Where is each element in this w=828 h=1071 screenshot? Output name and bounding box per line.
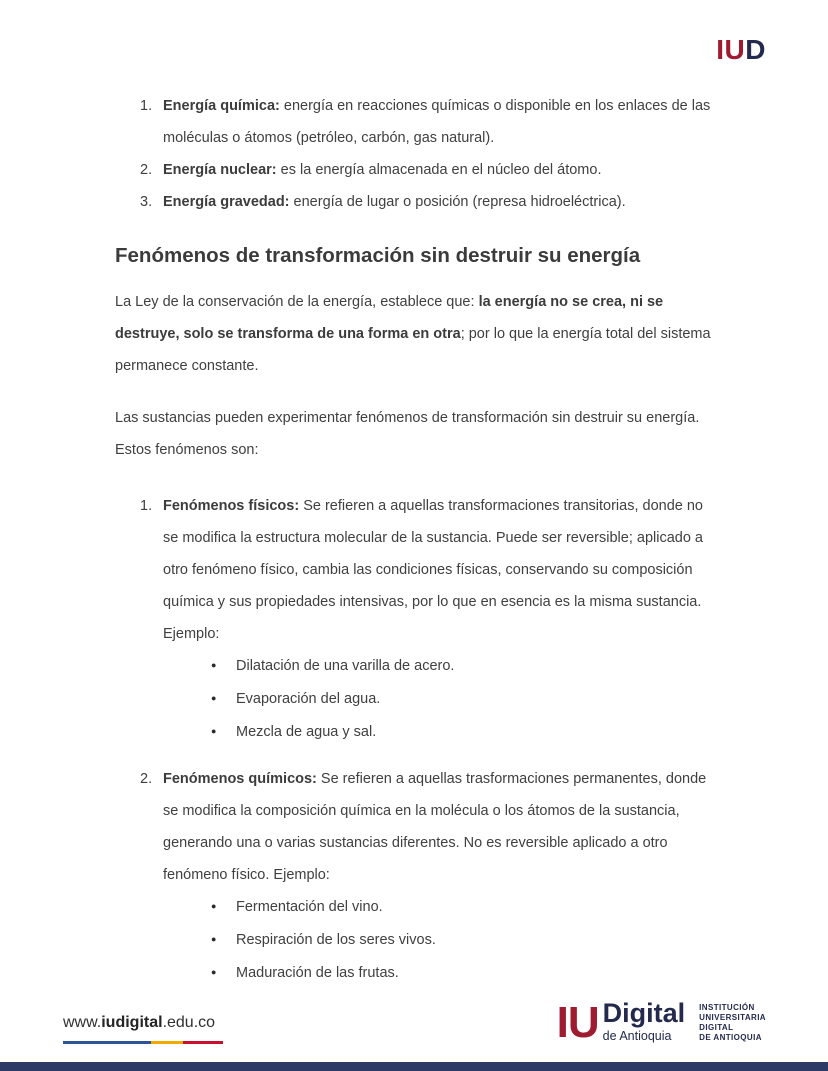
bullet-text: Maduración de las frutas. (236, 965, 399, 981)
bullet-item (163, 957, 715, 990)
list-item-text (163, 154, 715, 186)
list-item-lead: Energía química: (163, 98, 280, 114)
list-item-text (163, 490, 715, 749)
bullet-item (163, 683, 715, 716)
bullet-item (163, 716, 715, 749)
list-item (115, 490, 715, 749)
list-number: 1. (140, 98, 153, 114)
bullet-item (163, 650, 715, 683)
footer-bottom-bar (0, 1062, 828, 1071)
footer-logo-subtitle: de Antioquia (602, 1029, 672, 1043)
list-item-body: Se refieren a aquellas transformaciones transitorias, donde no se modifica la estructura molecular de la sustancia. Puede ser reversible; aplicado a otro fenómeno físico, cambia las condiciones físicas, conservando su composición química y sus propiedades intensivas, por lo que en esencia es la misma sustancia. Ejemplo: (163, 498, 703, 642)
line-segment-red (183, 1041, 223, 1044)
list-item (115, 154, 715, 186)
bullet-icon (211, 716, 236, 749)
footer-url-bold: iudigital (101, 1014, 163, 1031)
list-item (115, 186, 715, 218)
bullet-icon (211, 891, 236, 924)
institution-line: INSTITUCIÓN (699, 1002, 755, 1012)
bullet-icon (211, 957, 236, 990)
list-number: 2. (140, 771, 153, 787)
footer-institution-name (699, 1003, 766, 1043)
bullet-icon (211, 650, 236, 683)
list-number: 1. (140, 498, 153, 514)
bullet-text: Evaporación del agua. (236, 691, 381, 707)
footer-website-link[interactable] (63, 1014, 215, 1032)
footer-logo-digital: Digital (602, 998, 686, 1028)
phenomena-list (115, 490, 715, 990)
footer-logo-iu: IU (556, 997, 599, 1047)
list-item-body: Se refieren a aquellas trasformaciones permanentes, donde se modifica la composición química en la molécula o los átomos de la sustancia, generando una o varias sustancias diferentes. No es reversible aplicado a otro fenómeno físico. Ejemplo: (163, 771, 707, 883)
bullet-icon (211, 683, 236, 716)
list-item-lead: Energía nuclear: (163, 162, 277, 178)
list-item-body: energía en reacciones químicas o disponible en los enlaces de las moléculas o átomos (petróleo, carbón, gas natural). (163, 98, 711, 146)
list-item-text (163, 186, 715, 218)
iud-logo-iu: IU (716, 34, 746, 65)
iudigital-footer-logo (556, 997, 766, 1047)
line-segment-yellow (151, 1041, 183, 1044)
list-item (115, 90, 715, 154)
section-heading: Fenómenos de transformación sin destruir su energía (115, 244, 641, 267)
list-item-lead: Fenómenos químicos: (163, 771, 317, 787)
document-content (115, 90, 715, 990)
iud-logo-d: D (745, 34, 766, 65)
footer-logo-digital-block (603, 1000, 686, 1045)
bullet-text: Respiración de los seres vivos. (236, 932, 436, 948)
list-item (115, 763, 715, 990)
institution-line: DIGITAL (699, 1022, 734, 1032)
examples-list (163, 891, 715, 990)
paragraph-run: ; por lo que la energía total del sistema permanece constante. (115, 326, 711, 374)
list-item-lead: Energía gravedad: (163, 194, 290, 210)
list-item-text (163, 90, 715, 154)
paragraph-run: La Ley de la conservación de la energía, establece que: (115, 294, 479, 310)
bullet-item (163, 924, 715, 957)
iud-logo (716, 34, 766, 66)
bullet-icon (211, 924, 236, 957)
paragraph-intro-phenomena: Las sustancias pueden experimentar fenómenos de transformación sin destruir su energía. Estos fenómenos son: (115, 410, 700, 458)
bullet-text: Mezcla de agua y sal. (236, 724, 377, 740)
footer-url-prefix: www. (63, 1014, 102, 1031)
bullet-item (163, 891, 715, 924)
footer-url-suffix: .edu.co (162, 1014, 216, 1031)
list-number: 2. (140, 162, 153, 178)
institution-line: DE ANTIOQUIA (699, 1032, 762, 1042)
energy-types-list (115, 90, 715, 218)
institution-line: UNIVERSITARIA (699, 1012, 766, 1022)
paragraph-bold-run: la energía no se crea, ni se destruye, solo se transforma de una forma en otra (115, 294, 664, 342)
list-item-body: energía de lugar o posición (represa hidroeléctrica). (293, 194, 626, 210)
list-item-lead: Fenómenos físicos: (163, 498, 300, 514)
bullet-text: Dilatación de una varilla de acero. (236, 658, 455, 674)
bullet-text: Fermentación del vino. (236, 899, 383, 915)
examples-list (163, 650, 715, 749)
list-number: 3. (140, 194, 153, 210)
line-segment-blue (63, 1041, 151, 1044)
list-item-body: es la energía almacenada en el núcleo del átomo. (280, 162, 602, 178)
list-item-text (163, 763, 715, 990)
paragraph-conservation-law (115, 286, 715, 382)
footer-tricolor-line (63, 1041, 223, 1044)
